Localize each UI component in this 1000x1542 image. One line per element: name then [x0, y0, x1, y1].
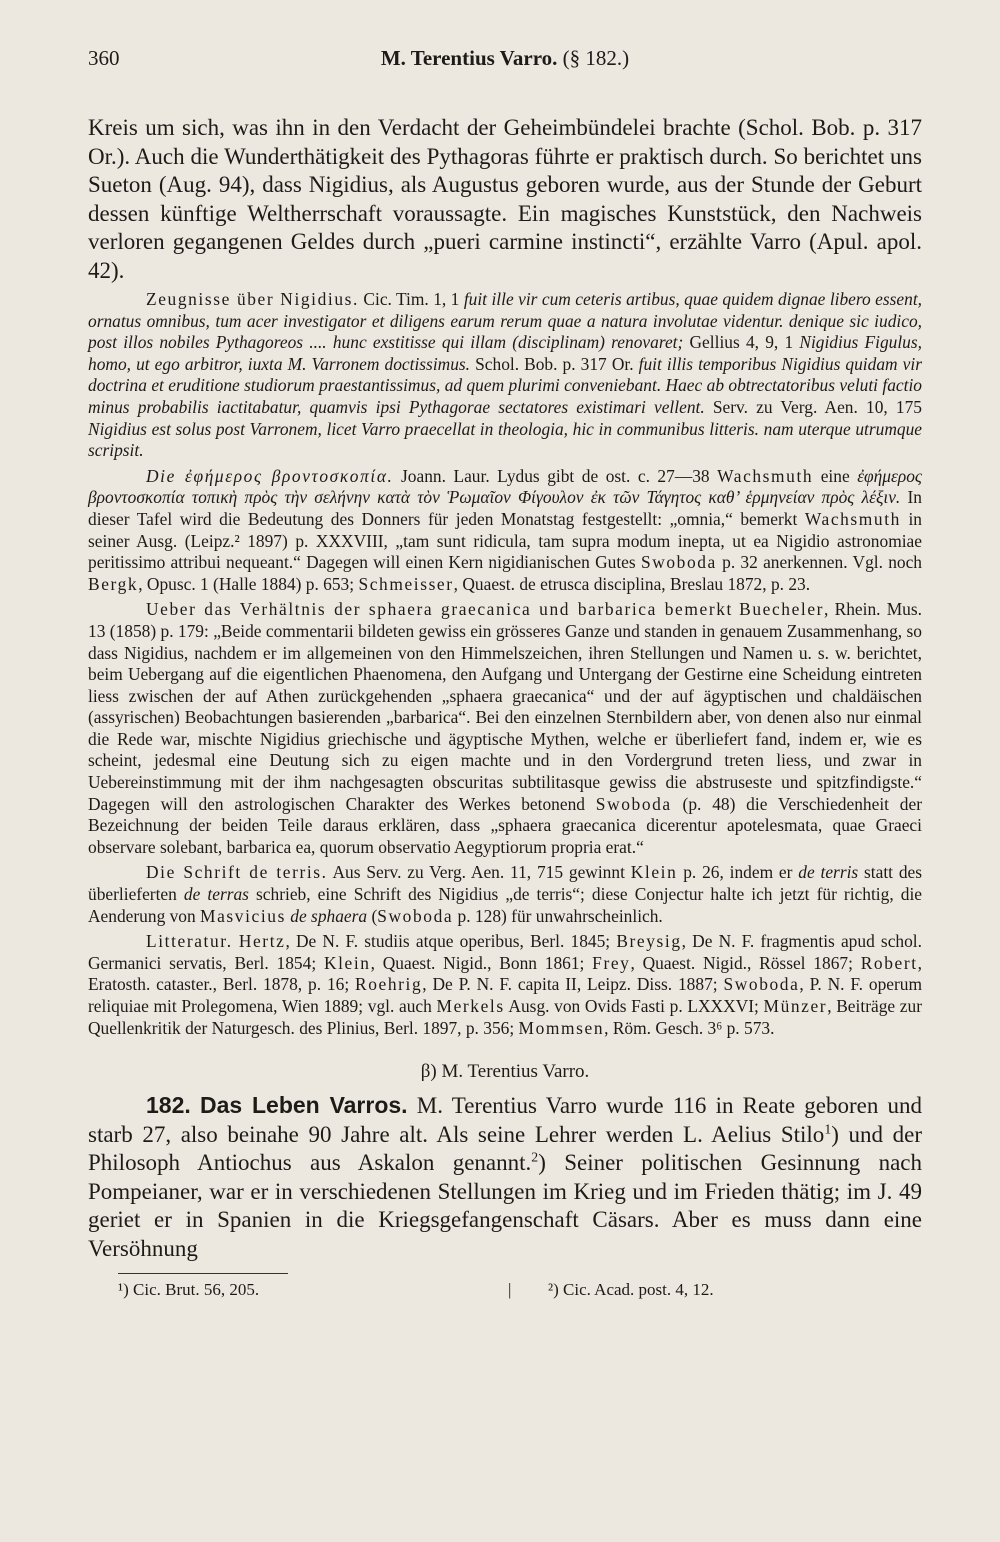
- terris-text: schrieb, eine Schrift des Nigidius „de terris“; diese Conjectur halte ich jetzt für richtig, die Aenderung von: [88, 884, 922, 926]
- section-number: 182.: [146, 1092, 191, 1119]
- sphaera-heading: Ueber das Verhältnis der sphaera graecanica und barbarica bemerkt: [146, 599, 733, 620]
- author-name: Breysig: [616, 931, 682, 952]
- author-name: Frey: [592, 952, 631, 973]
- litteratur-text: , Eratosth. cataster., Berl. 1878, p. 16;: [88, 952, 923, 995]
- paragraph-zeugnisse: [88, 289, 922, 462]
- author-name: Bergk: [88, 573, 139, 594]
- terris-italic: de terris: [798, 862, 859, 883]
- footnote-1: ¹) Cic. Brut. 56, 205.: [118, 1280, 260, 1300]
- zeugnisse-heading: Zeugnisse über Nigidius.: [146, 289, 359, 309]
- author-name: Wachsmuth: [804, 508, 901, 529]
- footnote-ref[interactable]: 1: [824, 1121, 832, 1137]
- litteratur-heading: Litteratur.: [146, 931, 233, 952]
- section-ref: (§ 182.): [562, 46, 630, 70]
- zeugnisse-quote: fuit ille vir cum ceteris artibus, quae quidem dignae libero essent, ornatus omnibus, tum acer investigator et diligens earum rerum quae a natura involutae videntur. denique sic iudico, post illos nobiles Pythagoreos .... hunc exstitisse qui illam (disciplinam) renovaret;: [88, 289, 923, 353]
- litteratur-text: , Quaest. Nigid., Rössel 1867;: [630, 952, 861, 973]
- terris-heading: Die Schrift de terris.: [146, 862, 328, 883]
- author-name: Klein: [323, 952, 371, 973]
- footnote-ref[interactable]: 2: [531, 1149, 539, 1165]
- litteratur-text: , Beiträge zur Quellenkritik der Naturgesch. des Plinius, Berl. 1897, p. 356;: [88, 996, 922, 1038]
- paragraph-sphaera: [88, 599, 922, 858]
- paragraph-terris: [88, 862, 922, 927]
- paragraph-ephemeros: [88, 466, 922, 596]
- greek-quote: ἐφήμερος βροντοσκοπία τοπικὴ πρὸς τὴν σελήνην κατὰ τὸν Ῥωμαῖον Φίγουλον ἐκ τῶν Τάγητος καθ’ ἑρμηνείαν πρὸς λέξιν.: [88, 465, 922, 508]
- author-name: Swoboda: [595, 793, 672, 814]
- ephemeros-heading: Die ἐφήμερος βροντοσκοπία.: [146, 465, 394, 486]
- footnote-divider: [118, 1273, 288, 1274]
- zeugnisse-quote: Nigidius est solus post Varronem, licet Varro praecellat in theologia, hic in communibus litteris. nam uterque utrumque scripsit.: [88, 418, 922, 461]
- author-name: Mommsen: [518, 1017, 605, 1038]
- terris-text: p. 26, indem er: [677, 862, 799, 883]
- section-text: ) Seiner politischen Gesinnung nach Pompeianer, war er in verschiedenen Stellungen im Krieg und im Frieden thätig; im J. 49 geriet er in Spanien in die Kriegsgefangenschaft Cäsars. Aber es muss dann eine Versöhnung: [88, 1150, 922, 1261]
- section-text: ) und der Philosoph Antiochus aus Askalon genannt.: [88, 1121, 922, 1176]
- subsection-heading: β) M. Terentius Varro.: [420, 1061, 590, 1083]
- litteratur-text: , De P. N. F. capita II, Leipz. Diss. 1887;: [422, 974, 724, 995]
- author-name: Masvicius: [200, 905, 286, 926]
- sphaera-text: , Rhein. Mus. 13 (1858) p. 179: „Beide commentarii bildeten gewiss ein grösseres Ganze und standen in genauem Zusammenhang, so dass Nigidius, nachdem er im allgemeinen von den Himmelszeichen, ihren Stellungen und Namen u. s. w. berichtet, beim Uebergang auf die eigentlichen Phaenomena, den Aufgang und Untergang der Gestirne eine Scheidung eintreten liess zwischen der auf Athen zurückgehenden „sphaera graecanica“ und der auf ägyptischen und chaldäischen (assyrischen) Beobachtungen basierenden „barbarica“. Bei den einzelnen Sternbildern aber, von denen also nur einmal die Rede war, mischte Nigidius griechische und ägyptische Mythen, welche er überliefert fand, indem er, wie es scheint, jedesmal eine Deutung sich zu eigen machte und in den Vordergrund treten liess, und zwar in Uebereinstimmung mit der ihm nachgesagten obscuritas subtilitasque gewiss die abstruseste und spitzfindigste.“ Dagegen will den astrologischen Charakter des Werkes betonend: [88, 599, 922, 814]
- ephemeros-text: , Opusc. 1 (Halle 1884) p. 653;: [138, 573, 359, 594]
- terris-text: (: [367, 905, 378, 926]
- terris-text: Aus Serv. zu Verg. Aen. 11, 715 gewinnt: [327, 862, 631, 883]
- author-name: Swoboda: [723, 974, 800, 995]
- zeugnisse-text: Schol. Bob. p. 317 Or.: [470, 353, 639, 374]
- page-number: 360: [88, 46, 120, 70]
- author-name: Hertz: [238, 931, 286, 952]
- terris-text: statt des überlieferten: [88, 862, 923, 905]
- zeugnisse-text: Gellius 4, 9, 1: [683, 332, 800, 353]
- terris-text: p. 128) für unwahrscheinlich.: [453, 905, 663, 926]
- page-header: [88, 46, 922, 76]
- sphaera-text: (p. 48) die Verschiedenheit der Bezeichnung der beiden Teile daraus erklären, dass „sphaera graecanica dicerentur apotelesmata, quae Graeci observare solebant, barbarica ea, quorum observatio Aegyptiorum propria erat.“: [88, 793, 922, 857]
- zeugnisse-text: Cic. Tim. 1, 1: [358, 289, 464, 309]
- footnotes: [88, 1280, 922, 1306]
- author-name: Wachsmuth: [717, 465, 814, 486]
- zeugnisse-text: Serv. zu Verg. Aen. 10, 175: [704, 396, 922, 417]
- author-name: Swoboda: [640, 552, 717, 573]
- litteratur-text: , De N. F. studiis atque operibus, Berl. 1845;: [285, 931, 617, 952]
- running-title: [88, 46, 922, 71]
- litteratur-text: Ausg. von Ovids Fasti p. LXXXVI;: [504, 996, 764, 1016]
- author-name: Münzer: [763, 996, 828, 1016]
- litteratur-text: , P. N. F. operum reliquiae mit Prolegomena, Wien 1889; vgl. auch: [88, 974, 922, 1016]
- zeugnisse-quote: Nigidius Figulus, homo, ut ego arbitror, iuxta M. Varronem doctissimus.: [88, 332, 922, 374]
- paragraph-litteratur: [88, 931, 922, 1039]
- footnote-separator: |: [508, 1280, 512, 1300]
- zeugnisse-quote: fuit illis temporibus Nigidius quidam vir doctrina et eruditione studiorum praestantissimus, ad quem plurimi conveniebant. Haec ab obtrectatoribus veluti factio minus probabilis iactitabatur, quamvis ipsi Pythagorae sectatores existimari vellent.: [88, 353, 922, 417]
- ephemeros-text: Joann. Laur. Lydus gibt de ost. c. 27—38: [393, 465, 718, 486]
- author-name: Merkels: [436, 996, 505, 1016]
- author-name: Schmeisser: [358, 573, 454, 594]
- terris-italic: de terras: [183, 884, 249, 905]
- author-name: Buecheler: [739, 599, 825, 620]
- ephemeros-text: p. 32 anerkennen. Vgl. noch: [716, 552, 922, 573]
- running-title-text: M. Terentius Varro.: [380, 46, 558, 70]
- litteratur-text: , De N. F. fragmentis apud schol. Germanici servatis, Berl. 1854;: [88, 931, 922, 973]
- litteratur-text: , Quaest. Nigid., Bonn 1861;: [370, 952, 593, 973]
- author-name: Robert: [860, 952, 918, 973]
- author-name: Klein: [630, 862, 678, 883]
- ephemeros-text: in seiner Ausg. (Leipz.² 1897) p. XXXVIII, „tam sunt ridicula, tam supra modum inepta, ut ea Nigidio astronomiae peritissimo attribui nequeant.“ Dagegen will einen Kern nigidianischen Gutes: [88, 508, 923, 573]
- footnote-2: ²) Cic. Acad. post. 4, 12.: [548, 1280, 714, 1300]
- page-body: [88, 114, 922, 1306]
- author-name: Swoboda: [377, 905, 454, 926]
- author-name: Roehrig: [355, 974, 423, 995]
- section-text: M. Terentius Varro wurde 116 in Reate geboren und starb 27, also beinahe 90 Jahre alt. Als seine Lehrer werden L. Aelius Stilo: [88, 1093, 923, 1147]
- paragraph-section-182: [88, 1091, 922, 1263]
- section-title: Das Leben Varros.: [199, 1092, 408, 1119]
- ephemeros-text: In dieser Tafel wird die Bedeutung des Donners für jeden Monatstag festgestellt: „omnia,“ bemerkt: [88, 487, 922, 529]
- litteratur-text: , Röm. Gesch. 3⁶ p. 573.: [604, 1017, 775, 1038]
- ephemeros-text: eine: [813, 465, 858, 486]
- terris-italic: de sphaera: [290, 905, 368, 926]
- ephemeros-text: , Quaest. de etrusca disciplina, Breslau 1872, p. 23.: [453, 573, 811, 594]
- paragraph-intro: Kreis um sich, was ihn in den Verdacht der Geheimbündelei brachte (Schol. Bob. p. 317 Or.). Auch die Wunderthätigkeit des Pythagoras führte er praktisch durch. So berichtet uns Sueton (Aug. 94), dass Nigidius, als Augustus geboren wurde, aus der Stunde der Geburt dessen künftige Weltherrschaft voraussagte. Ein magisches Kunststück, den Nachweis verloren gegangenen Geldes durch „pueri carmine instincti“, erzählte Varro (Apul. apol. 42).: [88, 115, 922, 283]
